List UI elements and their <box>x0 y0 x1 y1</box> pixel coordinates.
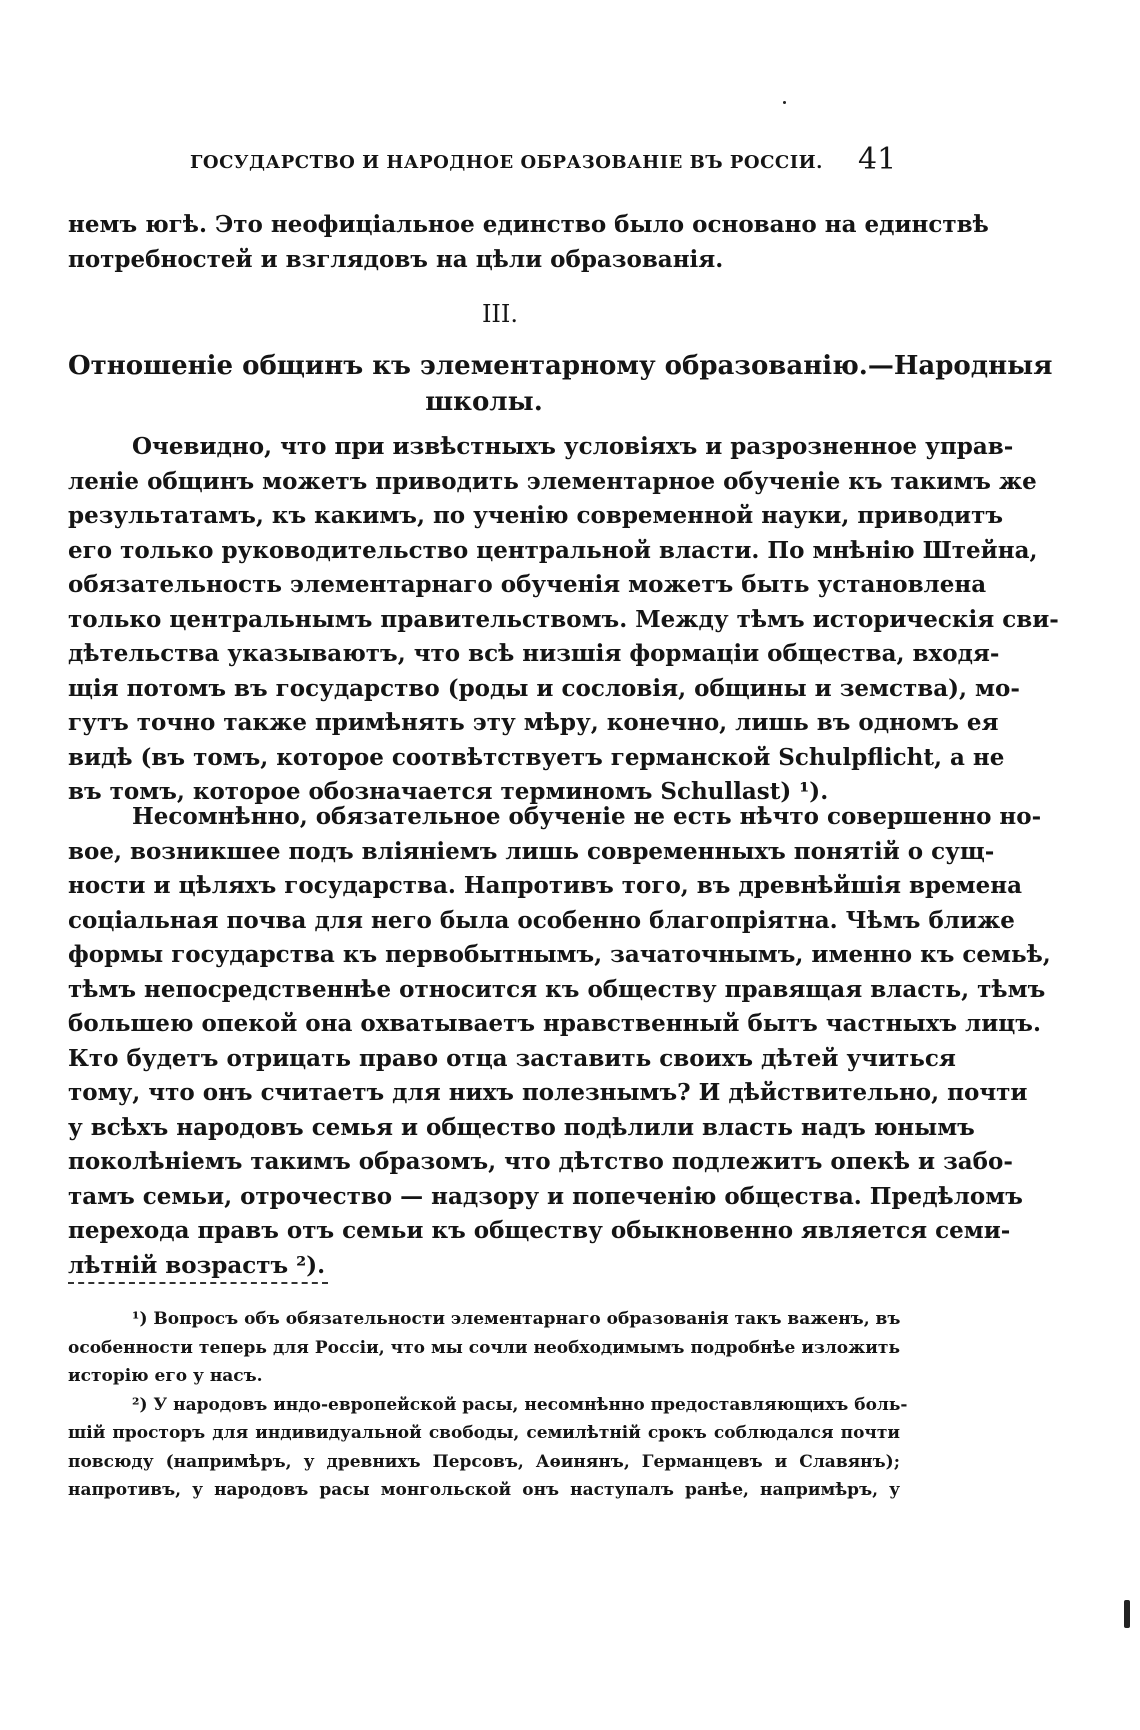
text-line: перехода правъ отъ семьи къ обществу обыкновенно является семи- <box>68 1217 1011 1244</box>
scan-speck <box>783 101 786 104</box>
text-line: тѣмъ непосредственнѣе относится къ обществу правящая власть, тѣмъ <box>68 975 1046 1003</box>
text-line: большею опекой она охватываетъ нравственный бытъ частныхъ лицъ. <box>68 1010 1041 1037</box>
text-line: Очевидно, что при извѣстныхъ условіяхъ и разрозненное управ- <box>132 433 1014 460</box>
text-line: формы государства къ первобытнымъ, зачаточнымъ, именно къ семьѣ, <box>68 941 1051 968</box>
footnote-line: шій просторъ для индивидуальной свободы, семилѣтній срокъ соблюдался почти <box>68 1423 900 1443</box>
text-line: его только руководительство центральной власти. По мнѣнію Штейна, <box>68 536 1038 564</box>
footnotes <box>68 1305 908 1505</box>
text-line: только центральнымъ правительствомъ. Между тѣмъ историческія сви- <box>68 605 1059 633</box>
text-line: лѣтній возрастъ ²). <box>68 1251 326 1279</box>
footnote-line: ¹) Вопросъ объ обязательности элементарнаго образованія такъ важенъ, въ <box>132 1309 901 1329</box>
text-line: тамъ семьи, отрочество — надзору и попеченію общества. Предѣломъ <box>68 1182 1023 1210</box>
footnote-line: исторію его у насъ. <box>68 1366 263 1386</box>
text-line: тому, что онъ считаетъ для нихъ полезнымъ? И дѣйствительно, почти <box>68 1079 1028 1106</box>
text-line: немъ югѣ. Это неофиціальное единство было основано на единствѣ <box>68 211 989 238</box>
section-title-line: Отношеніе общинъ къ элементарному образованію.—Народныя <box>68 351 1053 381</box>
footnote-divider <box>68 1282 328 1284</box>
text-line: щія потомъ въ государство (роды и сословія, общины и земства), мо- <box>68 674 1020 702</box>
text-line: видѣ (въ томъ, которое соотвѣтствуетъ германской Schulpflicht, а не <box>68 743 1005 771</box>
footnote-line: особенности теперь для Россіи, что мы сочли необходимымъ подробнѣе изложить <box>68 1337 900 1358</box>
footnote-line: повсюду (напримѣръ, у древнихъ Персовъ, Аѳинянъ, Германцевъ и Славянъ); <box>68 1451 900 1472</box>
text-line: гутъ точно также примѣнять эту мѣру, конечно, лишь въ одномъ ея <box>68 709 999 736</box>
section-title <box>68 348 1053 420</box>
text-line: вое, возникшее подъ вліяніемъ лишь современныхъ понятій о сущ- <box>68 837 995 865</box>
intro-text <box>68 208 989 277</box>
text-line: въ томъ, которое обозначается терминомъ Schullast) ¹). <box>68 778 829 805</box>
footnote-line: ²) У народовъ индо-европейской расы, несомнѣнно предоставляющихъ боль- <box>132 1394 908 1415</box>
text-line: дѣтельства указываютъ, что всѣ низшія формаціи общества, входя- <box>68 640 1000 667</box>
running-head: ГОСУДАРСТВО И НАРОДНОЕ ОБРАЗОВАНІЕ ВЪ РОССІИ. <box>190 152 823 173</box>
text-line: потребностей и взглядовъ на цѣли образованія. <box>68 245 724 273</box>
paragraph-1 <box>68 430 1059 810</box>
text-line: Кто будетъ отрицать право отца заставить своихъ дѣтей учиться <box>68 1044 956 1072</box>
text-line: результатамъ, къ какимъ, по ученію современной науки, приводитъ <box>68 502 1003 529</box>
page-number: 41 <box>858 142 897 177</box>
scan-speck <box>1124 1600 1130 1628</box>
text-line: Несомнѣнно, обязательное обученіе не есть нѣчто совершенно но- <box>132 803 1042 830</box>
footnote-line: напротивъ, у народовъ расы монгольской онъ наступалъ ранѣе, напримѣръ, у <box>68 1480 900 1500</box>
section-title-line: школы. <box>425 387 543 417</box>
text-line: соціальная почва для него была особенно благопріятна. Чѣмъ ближе <box>68 906 1015 934</box>
text-line: леніе общинъ можетъ приводить элементарное обученіе къ такимъ же <box>68 467 1037 495</box>
text-line: у всѣхъ народовъ семья и общество подѣлили власть надъ юнымъ <box>68 1113 975 1141</box>
text-line: обязательность элементарнаго обученія можетъ быть установлена <box>68 571 987 598</box>
section-number: III. <box>481 300 519 328</box>
text-line: ности и цѣляхъ государства. Напротивъ того, въ древнѣйшія времена <box>68 872 1023 899</box>
paragraph-2 <box>68 800 1051 1283</box>
text-line: поколѣніемъ такимъ образомъ, что дѣтство подлежитъ опекѣ и забо- <box>68 1148 1013 1175</box>
